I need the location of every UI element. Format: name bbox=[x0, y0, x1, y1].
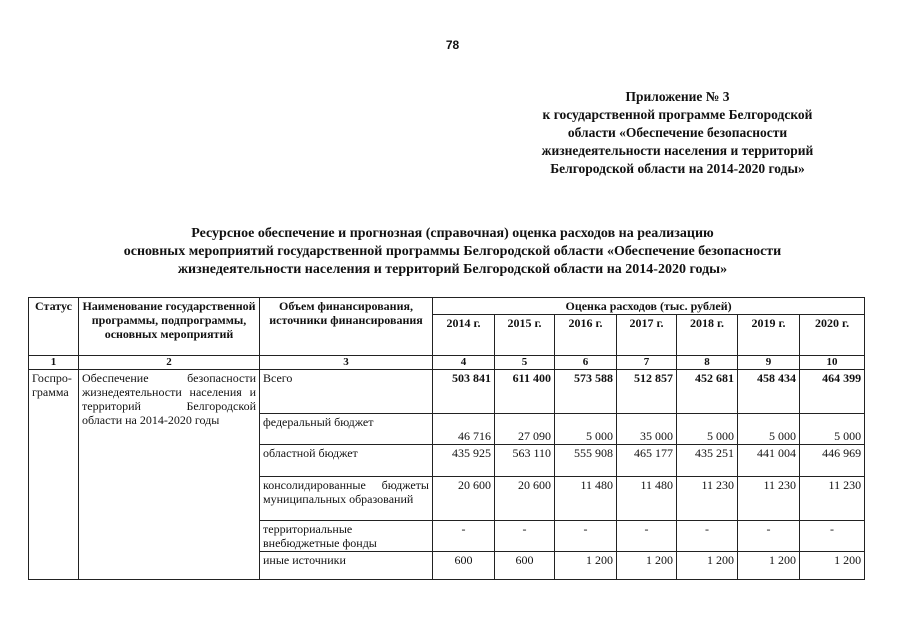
value-cell: - bbox=[495, 521, 555, 552]
value-cell: 465 177 bbox=[617, 445, 677, 477]
value-cell: 563 110 bbox=[495, 445, 555, 477]
value-cell: 11 230 bbox=[800, 477, 865, 521]
value-cell: 1 200 bbox=[677, 552, 738, 580]
value-cell: - bbox=[433, 521, 495, 552]
funding-source: иные источники bbox=[260, 552, 433, 580]
value-cell: 503 841 bbox=[433, 370, 495, 414]
value-cell: 20 600 bbox=[433, 477, 495, 521]
value-cell: 600 bbox=[433, 552, 495, 580]
appendix-line: области «Обеспечение безопасности bbox=[567, 125, 788, 140]
value-cell: 611 400 bbox=[495, 370, 555, 414]
value-cell: 27 090 bbox=[495, 414, 555, 445]
value-cell: - bbox=[555, 521, 617, 552]
value-cell: 1 200 bbox=[555, 552, 617, 580]
header-name: Наименование государственной программы, подпрограммы, основных мероприятий bbox=[79, 298, 260, 356]
value-cell: 11 230 bbox=[677, 477, 738, 521]
status-cell: Госпро- грамма bbox=[29, 370, 79, 580]
appendix-line: Приложение № 3 bbox=[625, 89, 730, 104]
value-cell: 435 251 bbox=[677, 445, 738, 477]
title-line: Ресурсное обеспечение и прогнозная (справочная) оценка расходов на реализацию bbox=[191, 226, 714, 241]
value-cell: 11 480 bbox=[617, 477, 677, 521]
column-number: 7 bbox=[617, 356, 677, 370]
column-number: 6 bbox=[555, 356, 617, 370]
value-cell: - bbox=[677, 521, 738, 552]
column-number: 1 bbox=[29, 356, 79, 370]
funding-source: Всего bbox=[260, 370, 433, 414]
column-number: 10 bbox=[800, 356, 865, 370]
value-cell: 11 230 bbox=[738, 477, 800, 521]
value-cell: 1 200 bbox=[617, 552, 677, 580]
document-title bbox=[0, 225, 905, 279]
value-cell: 1 200 bbox=[738, 552, 800, 580]
header-status: Статус bbox=[29, 298, 79, 356]
value-cell: 1 200 bbox=[800, 552, 865, 580]
value-cell: 20 600 bbox=[495, 477, 555, 521]
column-number: 9 bbox=[738, 356, 800, 370]
value-cell: - bbox=[617, 521, 677, 552]
appendix-line: Белгородской области на 2014-2020 годы» bbox=[550, 161, 805, 176]
value-cell: 5 000 bbox=[738, 414, 800, 445]
column-number: 2 bbox=[79, 356, 260, 370]
column-number: 8 bbox=[677, 356, 738, 370]
header-year: 2018 г. bbox=[677, 315, 738, 356]
program-name-cell: Обеспечение безопасности жизнедеятельности населения и территорий Белгородской области на 2014-2020 годы bbox=[79, 370, 260, 580]
header-year: 2017 г. bbox=[617, 315, 677, 356]
column-number: 4 bbox=[433, 356, 495, 370]
value-cell: 458 434 bbox=[738, 370, 800, 414]
resource-table bbox=[28, 297, 865, 580]
funding-source: федеральный бюджет bbox=[260, 414, 433, 445]
value-cell: 512 857 bbox=[617, 370, 677, 414]
value-cell: 435 925 bbox=[433, 445, 495, 477]
value-cell: 5 000 bbox=[677, 414, 738, 445]
value-cell: 35 000 bbox=[617, 414, 677, 445]
appendix-line: к государственной программе Белгородской bbox=[542, 107, 813, 122]
title-line: жизнедеятельности населения и территорий Белгородской области на 2014-2020 годы» bbox=[177, 262, 728, 277]
value-cell: - bbox=[800, 521, 865, 552]
header-year: 2020 г. bbox=[800, 315, 865, 356]
header-year: 2015 г. bbox=[495, 315, 555, 356]
value-cell: 600 bbox=[495, 552, 555, 580]
value-cell: 573 588 bbox=[555, 370, 617, 414]
header-year: 2014 г. bbox=[433, 315, 495, 356]
header-year: 2016 г. bbox=[555, 315, 617, 356]
page-number: 78 bbox=[445, 38, 460, 52]
column-number: 3 bbox=[260, 356, 433, 370]
value-cell: 446 969 bbox=[800, 445, 865, 477]
appendix-line: жизнедеятельности населения и территорий bbox=[541, 143, 814, 158]
value-cell: 11 480 bbox=[555, 477, 617, 521]
title-line: основных мероприятий государственной программы Белгородской области «Обеспечение безопасности bbox=[123, 244, 782, 259]
value-cell: 452 681 bbox=[677, 370, 738, 414]
value-cell: 5 000 bbox=[555, 414, 617, 445]
value-cell: 555 908 bbox=[555, 445, 617, 477]
header-year: 2019 г. bbox=[738, 315, 800, 356]
appendix-heading bbox=[505, 88, 850, 178]
value-cell: - bbox=[738, 521, 800, 552]
funding-source: областной бюджет bbox=[260, 445, 433, 477]
value-cell: 5 000 bbox=[800, 414, 865, 445]
funding-source: территориальные внебюджетные фонды bbox=[260, 521, 433, 552]
header-funding: Объем финансирования, источники финансирования bbox=[260, 298, 433, 356]
funding-source: консолидированные бюджеты муниципальных образований bbox=[260, 477, 433, 521]
value-cell: 46 716 bbox=[433, 414, 495, 445]
value-cell: 441 004 bbox=[738, 445, 800, 477]
column-number: 5 bbox=[495, 356, 555, 370]
value-cell: 464 399 bbox=[800, 370, 865, 414]
header-estimate: Оценка расходов (тыс. рублей) bbox=[433, 298, 865, 315]
